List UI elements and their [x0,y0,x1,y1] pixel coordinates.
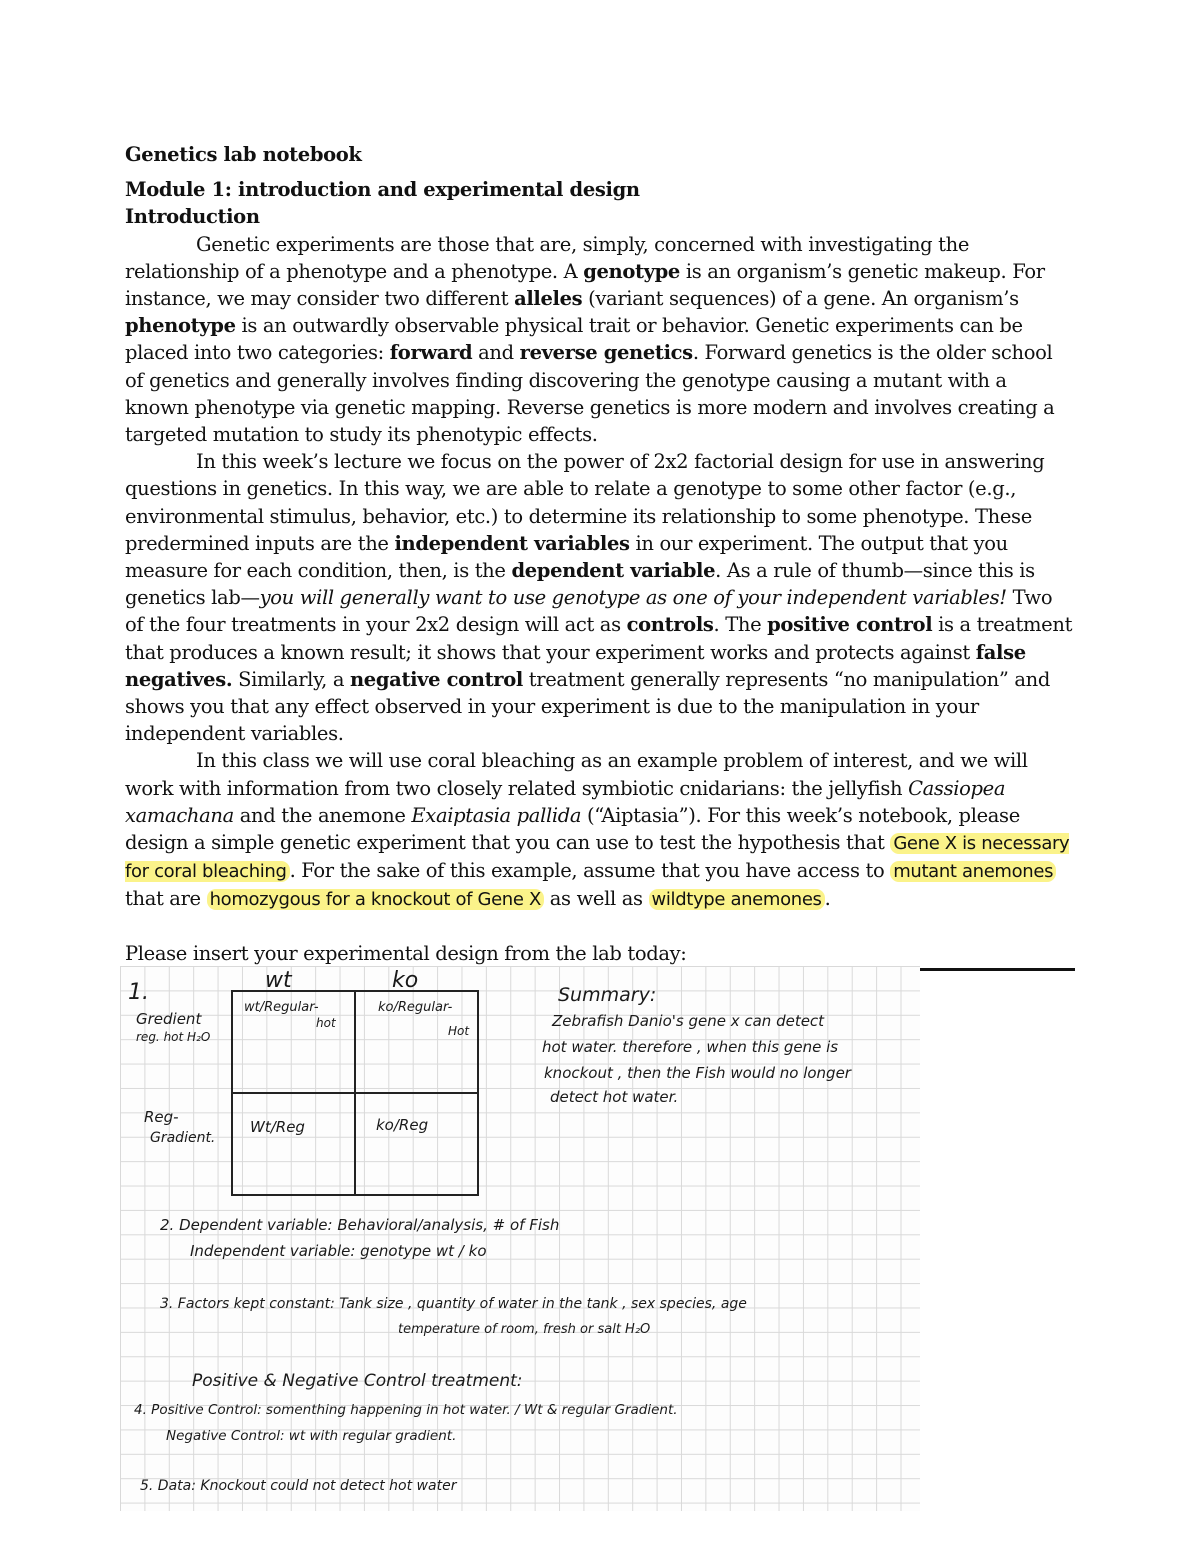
dependent-variable: 2. Dependent variable: Behavioral/analysis, # of Fish [160,1216,560,1234]
data-result: 5. Data: Knockout could not detect hot water [140,1478,457,1494]
row-label-gradient: Gredient [136,1010,202,1028]
summary-line-2: hot water. therefore , when this gene is [542,1038,839,1056]
highlight-mutant: mutant anemones [890,861,1056,882]
negative-control: Negative Control: wt with regular gradient. [166,1428,457,1444]
highlight-knockout: homozygous for a knockout of Gene X [207,889,544,910]
summary-line-1: Zebrafish Danio's gene x can detect [552,1012,825,1030]
item-number-1: 1. [128,980,149,1005]
paragraph-factorial: In this week’s lecture we focus on the power of 2x2 factorial design for use in answering questions in genetics. In this way, we are able to relate a genotype to some other factor (e.g., environmental stimulus, behavior, etc.) to determine its relationship to some phenotype. These predermined inputs are the independent variables in our experiment. The output that you measure for each condition, then, is the dependent variable. As a rule of thumb—since this is genetics lab—you will generally want to use genotype as one of your independent variables! Two of the four treatments in your 2x2 design will act as controls. The positive control is a treatment that produces a known result; it shows that your experiment works and protects against false negatives. Similarly, a negative control treatment generally represents “no manipulation” and shows you that any effect observed in your experiment is due to the manipulation in your independent variables. [125,450,1073,746]
independent-variable: Independent variable: genotype wt / ko [190,1242,487,1260]
document-title: Genetics lab notebook [125,143,362,166]
module-heading: Module 1: introduction and experimental design [125,178,640,202]
document-text [125,141,1075,971]
factors-kept-constant: 3. Factors kept constant: Tank size , quantity of water in the tank , sex species, age [160,1296,747,1312]
controls-heading: Positive & Negative Control treatment: [192,1371,523,1391]
highlight-wildtype: wildtype anemones [649,889,825,910]
cell-ko-reg: ko/Reg [376,1116,429,1134]
factorial-grid-divider-horizontal [231,1092,479,1094]
factors-kept-constant-cont: temperature of room, fresh or salt H₂O [398,1322,651,1337]
row-label-hot-water: reg. hot H₂O [136,1030,211,1044]
cell-ko-hot: ko/Regular- [378,1000,453,1015]
summary-line-4: detect hot water. [550,1088,679,1106]
positive-control: 4. Positive Control: somenthing happening in hot water. / Wt & regular Gradient. [134,1402,678,1418]
cell-wt-hot: wt/Regular- [244,1000,319,1015]
cell-wt-reg: Wt/Reg [250,1118,305,1136]
column-label-ko: ko [392,968,419,993]
highlight-hypothesis: Gene X is necessary for coral bleaching [125,833,1070,883]
insert-prompt: Please insert your experimental design from the lab today: [125,940,1075,971]
column-label-wt: wt [265,968,292,993]
handwritten-notebook-image [120,966,920,1511]
section-heading: Introduction [125,205,260,229]
row-label-reg: Reg- [144,1108,179,1126]
cell-ko-hot-suffix: Hot [448,1024,470,1038]
summary-line-3: knockout , then the Fish would no longer [544,1064,851,1082]
summary-title: Summary: [558,984,657,1006]
paragraph-assignment: In this class we will use coral bleaching as an example problem of interest, and we will work with information from two closely related symbiotic cnidarians: the jellyfish Cassiopea xamachana and the anemone Exaiptasia pallida (“Aiptasia”). For this week’s notebook, please design a simple genetic experiment that you can use to test the hypothesis that Gene X is necessary for coral bleaching . For the sake of this example, assume that you have access to mutant anemones that are homozygous for a knockout of Gene X as well as wildtype anemones . [125,749,1070,911]
paragraph-intro: Genetic experiments are those that are, simply, concerned with investigating the relationship of a phenotype and a phenotype. A genotype is an organism’s genetic makeup. For instance, we may consider two different alleles (variant sequences) of a gene. An organism’s phenotype is an outwardly observable physical trait or behavior. Genetic experiments can be placed into two categories: forward and reverse genetics. Forward genetics is the older school of genetics and generally involves finding discovering the genotype causing a mutant with a known phenotype via genetic mapping. Reverse genetics is more modern and involves creating a targeted mutation to study its phenotypic effects. [125,232,1055,447]
cell-wt-hot-suffix: hot [316,1016,336,1030]
row-label-reg-gradient: Gradient. [150,1130,216,1146]
